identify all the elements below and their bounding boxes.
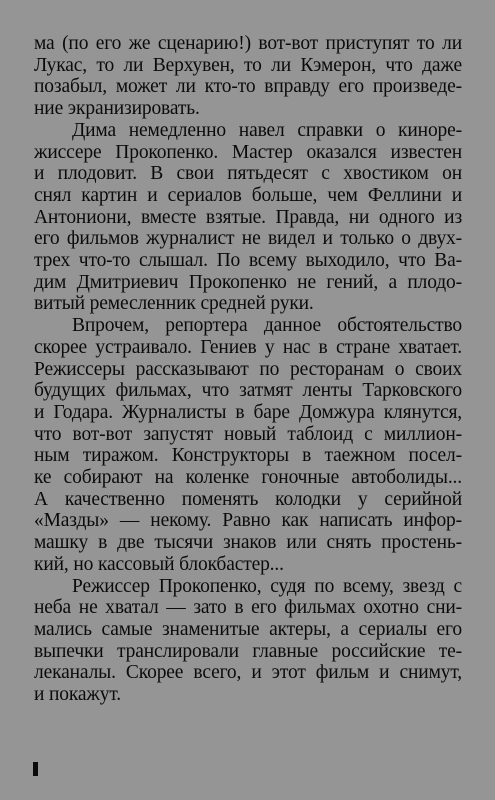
text-line: что вот-вот запустят новый таблоид с миллион- [34,424,462,445]
text-line: Режиссер Прокопенко, судя по всему, звезд с [72,576,462,597]
text-line: Дима немедленно навел справки о кинорe- [72,120,462,141]
text-line: жиссере Прокопенко. Мастер оказался известен [34,142,462,163]
text-line: мались самые знаменитые актеры, а сериалы его [34,619,462,640]
text-line: трех что-то слышал. По всему выходило, что Ва- [34,250,462,271]
text-line: Лукас, то ли Верхувен, то ли Кэмерон, что даже [34,55,462,76]
text-line: неба не хватал — зато в его фильмах охотно сни- [34,597,462,618]
page-body [34,33,462,773]
text-line: кий, но кассовый блокбастер... [34,554,284,575]
text-line: и покажут. [34,684,121,705]
page-number [33,762,38,776]
text-line: снял картин и сериалов больше, чем Феллини и [34,185,462,206]
text-line: его фильмов журналист не видел и только о двух- [34,228,462,249]
text-line: витый ремесленник средней руки. [34,293,314,314]
text-line: «Мазды» — некому. Равно как написать инфор- [34,510,462,531]
text-line: Режиссеры рассказывают по ресторанам о своих [34,359,462,380]
text-line: ма (по его же сценарию!) вот-вот приступят то ли [34,33,462,54]
text-line: скорее устраивало. Гениев у нас в стране хватает. [34,337,462,358]
text-line: и плодовит. В свои пятьдесят с хвостиком он [34,163,462,184]
text-line: леканалы. Скорее всего, и этот фильм и снимут, [34,662,462,683]
text-line: выпечки транслировали главные российские те- [34,641,462,662]
text-line: будущих фильмах, что затмят ленты Тарковского [34,380,462,401]
text-line: Впрочем, репортера данное обстоятельство [72,315,462,336]
text-line: А качественно поменять колодки у серийной [34,489,462,510]
text-line: дим Дмитриевич Прокопенко не гений, а плодо- [34,272,462,293]
text-line: машку в две тысячи знаков или снять простень- [34,532,462,553]
text-line: ние экранизировать. [34,98,200,119]
text-line: Антониони, вместе взятые. Правда, ни одного из [34,207,462,228]
text-line: ке собирают на коленке гоночные автоболиды... [34,467,462,488]
text-line: и Годара. Журналисты в баре Домжура клянутся, [34,402,462,423]
text-line: позабыл, может ли кто-то вправду его произведе- [34,76,462,97]
text-line: ным тиражом. Конструкторы в таежном посел- [34,445,462,466]
